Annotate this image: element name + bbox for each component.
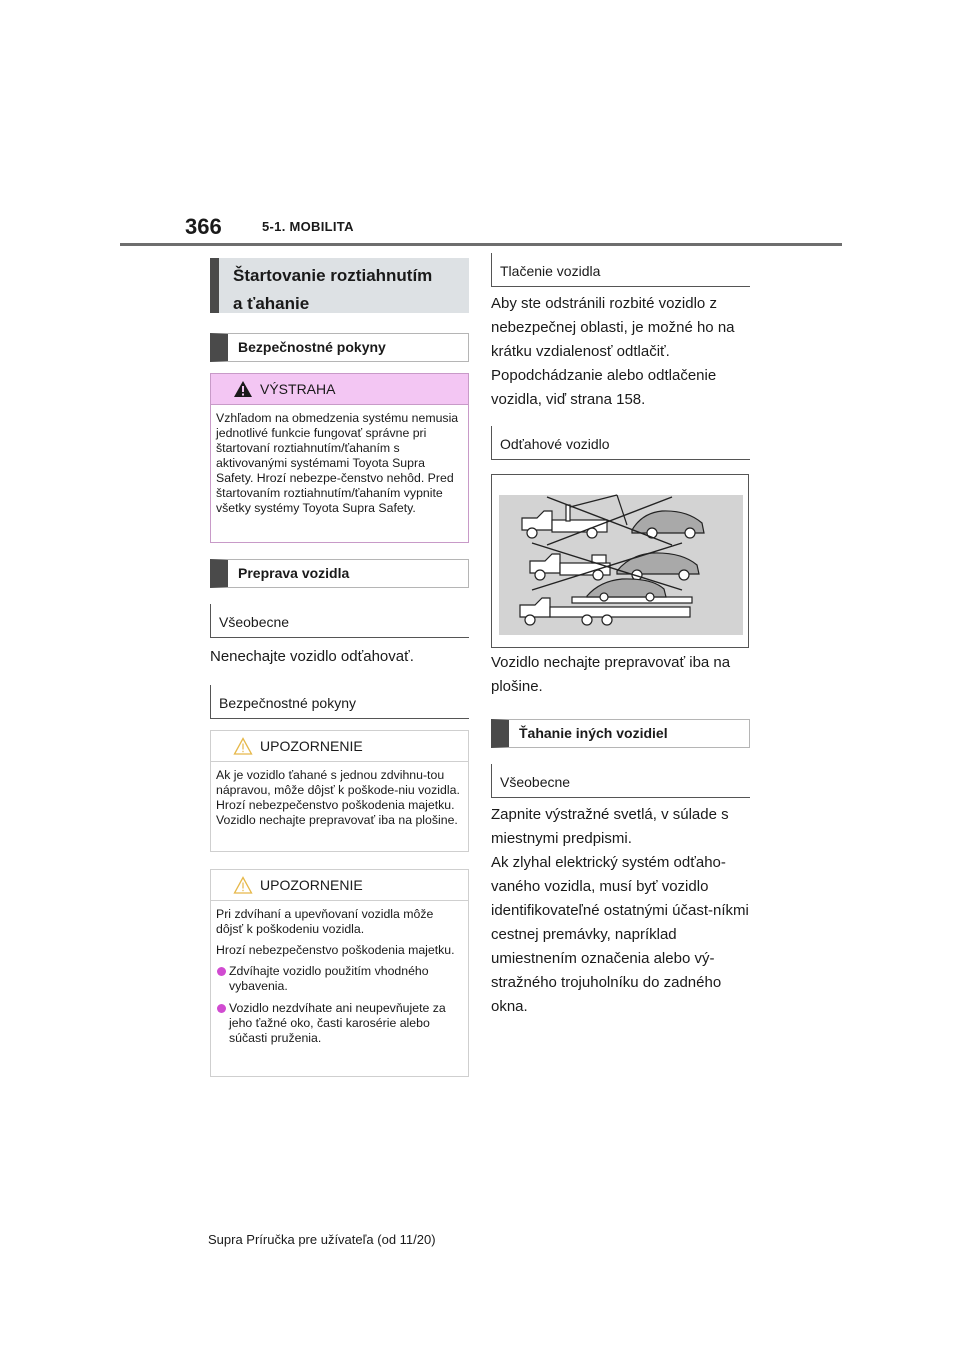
towing-other-heading: Ťahanie iných vozidiel (491, 719, 750, 748)
tow-subheading: Odťahové vozidlo (491, 426, 750, 460)
pushing-subheading: Tlačenie vozidla (491, 253, 750, 287)
warning-header (211, 374, 468, 405)
warning-triangle-icon (233, 380, 253, 398)
bullet-dot-icon (217, 1004, 226, 1013)
caution-body-2 (211, 901, 468, 1046)
caution-triangle-icon (233, 737, 253, 755)
caution-title-1: UPOZORNENIE (260, 738, 363, 754)
pushing-paragraph-1: Aby ste odstránili rozbité vozidlo z nebezpečnej oblasti, je možné ho na krátku vzdialenosť odtlačiť. (491, 295, 735, 360)
warning-text: Vzhľadom na obmedzenia systému nemusia jednotlivé funkcie fungovať správne pri štartovaní roztiahnutím/ťahaním s aktivovanými systémami Toyota Supra Safety. Hrozí nebezpe-čenstvo nehôd. Pred štartovaním roztiahnutím/ťahaním vypnite všetky systémy Toyota Supra Safety. (216, 411, 459, 515)
list-item (216, 964, 460, 994)
list-item-text: Vozidlo nezdvíhate ani neupevňujete za jeho ťažné oko, časti karosérie alebo súčasti pruženia. (229, 1001, 446, 1045)
general-subheading-right: Všeobecne (491, 764, 750, 798)
general-paragraph-2: Ak zlyhal elektrický systém odťaho-vaného vozidla, musí byť vozidlo identifikovateľné ostatnými účast-níkmi cestnej premávky, napríklad umiestnením označenia alebo vý-stražného trojuholníku do zadného okna. (491, 854, 749, 1015)
pushing-paragraph-2: Popodchádzanie alebo odtlačenie vozidla, viď strana 158. (491, 367, 717, 408)
main-heading-line1: Štartovanie roztiahnutím (233, 266, 433, 285)
caution-header-2 (211, 870, 468, 901)
header-rule (120, 243, 842, 246)
main-heading-line2: a ťahanie (233, 294, 310, 313)
caution-paragraph: Pri zdvíhaní a upevňovaní vozidla môže dôjsť k poškodeniu vozidla. (216, 907, 434, 936)
caution-title-2: UPOZORNENIE (260, 877, 363, 893)
caution-box-2 (210, 869, 469, 1077)
caution-header-1 (211, 731, 468, 762)
tow-illustration-frame (491, 474, 749, 648)
bullet-dot-icon (217, 967, 226, 976)
warning-box (210, 373, 469, 543)
general-paragraph-1: Zapnite výstražné svetlá, v súlade s miestnymi predpismi. (491, 806, 729, 847)
main-heading (210, 258, 469, 313)
list-item-text: Zdvíhajte vozidlo použitím vhodného vybavenia. (229, 964, 429, 993)
caution-triangle-icon (233, 876, 253, 894)
tow-caption: Vozidlo nechajte prepravovať iba na plošine. (491, 654, 731, 695)
caution-text-1: Ak je vozidlo ťahané s jednou zdvihnu-tou nápravou, môže dôjsť k poškode-niu vozidla. Hrozí nebezpečenstvo poškodenia majetku. Vozidlo nechajte prepravovať iba na plošine. (216, 768, 460, 827)
footer-text: Supra Príručka pre užívateľa (od 11/20) (208, 1232, 436, 1247)
page-number: 366 (185, 214, 222, 239)
list-item (216, 1001, 460, 1046)
caution-paragraph: Hrozí nebezpečenstvo poškodenia majetku. (216, 943, 455, 957)
warning-title: VÝSTRAHA (260, 381, 336, 397)
caution-box-1 (210, 730, 469, 852)
general-text: Nenechajte vozidlo odťahovať. (210, 648, 414, 665)
safety-heading: Bezpečnostné pokyny (210, 333, 469, 362)
tow-truck-illustration (492, 475, 748, 647)
transport-heading: Preprava vozidla (210, 559, 469, 588)
safety-subheading: Bezpečnostné pokyny (210, 685, 469, 719)
general-subheading: Všeobecne (210, 604, 469, 638)
section-title: 5-1. MOBILITA (262, 219, 354, 234)
